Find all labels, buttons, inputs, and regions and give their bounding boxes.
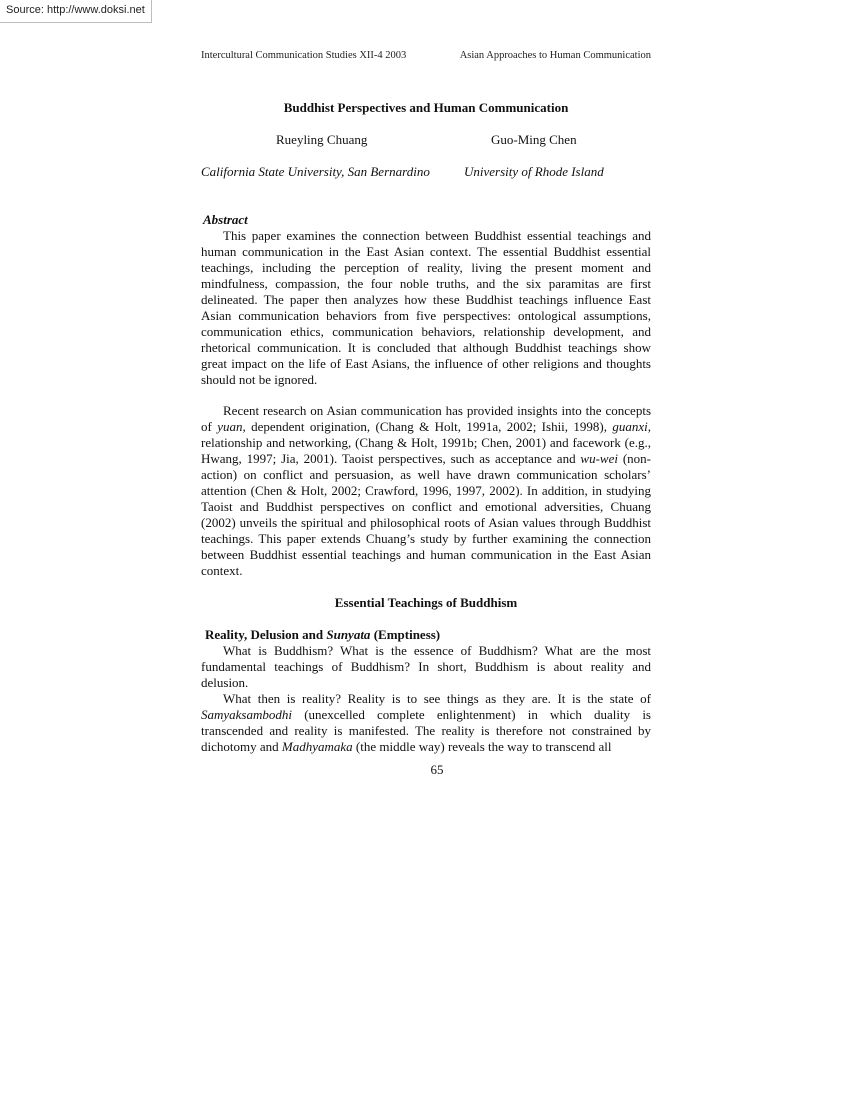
term-samyaksambodhi: Samyaksambodhi [201, 707, 292, 722]
affiliation-1: California State University, San Bernardino [201, 164, 430, 179]
term-yuan: yuan [217, 419, 243, 434]
intro-text-1: Recent research on Asian communication has provided insights into the concepts of [201, 403, 651, 434]
term-madhyamaka: Madhyamaka [281, 739, 353, 754]
affiliation-2: University of Rhode Island [464, 164, 604, 179]
subsection-term: Sunyata [326, 627, 371, 642]
intro-text-2: , dependent origination, (Chang & Holt, 1991a, 2002; Ishii, 1998), [242, 419, 613, 434]
reality-text-2c: (the middle way) reveals the way to transcend all [352, 739, 612, 754]
reality-text-2b: (unexcelled complete enlightenment) in which duality is transcended and reality is manifested. The reality is therefore not constrained by dichotomy and [201, 707, 651, 754]
reality-text-1: What is Buddhism? What is the essence of Buddhism? What are the most fundamental teachings of Buddhism? In short, Buddhism is about reality and delusion. [201, 643, 651, 690]
author-2: Guo-Ming Chen [491, 132, 577, 147]
term-guanxi: guanxi, [612, 419, 651, 434]
abstract-heading: Abstract [203, 212, 248, 227]
reality-paragraph-2 [201, 691, 651, 755]
intro-text-4: (non-action) on conflict and persuasion, as well have drawn communication scholars’ attention (Chen & Holt, 2002; Crawford, 1996, 1997, 2002). In addition, in studying Taoist and Buddhist perspectives on conflict and emotional adversities, Chuang (2002) unveils the spiritual and philosophical roots of Asian values through Buddhist teachings. This paper extends Chuang’s study by further examining the connection between Buddhist essential teachings and human communication in the East Asian context. [201, 451, 651, 578]
page-number: 65 [430, 762, 444, 777]
abstract-text: This paper examines the connection between Buddhist essential teachings and human communication in the East Asian context. The essential Buddhist essential teachings, including the perception of reality, living the present moment and mindfulness, compassion, the four noble truths, and the six paramitas are first delineated. The paper then analyzes how these Buddhist teachings influence East Asian communication behaviors from five perspectives: ontological assumptions, communication ethics, communication behaviors, relationship development, and rhetorical communication. It is concluded that although Buddhist teachings show great impact on the life of East Asians, the influence of other religions and thoughts should not be ignored. [201, 228, 651, 387]
subsection-part-2: (Emptiness) [370, 627, 441, 642]
intro-text-3: relationship and networking, (Chang & Holt, 1991b; Chen, 2001) and facework (e.g., Hwang, 1997; Jia, 2001). Taoist perspectives, such as acceptance and [201, 435, 651, 466]
issue-theme: Asian Approaches to Human Communication [459, 50, 651, 61]
term-wu-wei: wu-wei [580, 451, 618, 466]
source-watermark: Source: http://www.doksi.net [0, 0, 152, 23]
intro-paragraph [201, 403, 651, 579]
abstract-paragraph [201, 228, 651, 388]
paper-title: Buddhist Perspectives and Human Communication [283, 100, 569, 115]
subsection-heading [205, 627, 440, 643]
reality-paragraph-1 [201, 643, 651, 691]
journal-name: Intercultural Communication Studies XII-4 2003 [201, 50, 407, 61]
section-heading: Essential Teachings of Buddhism [334, 595, 518, 610]
author-1: Rueyling Chuang [276, 132, 368, 147]
reality-text-2a: What then is reality? Reality is to see things as they are. It is the state of [223, 691, 651, 706]
subsection-part-1: Reality, Delusion and [205, 627, 327, 642]
